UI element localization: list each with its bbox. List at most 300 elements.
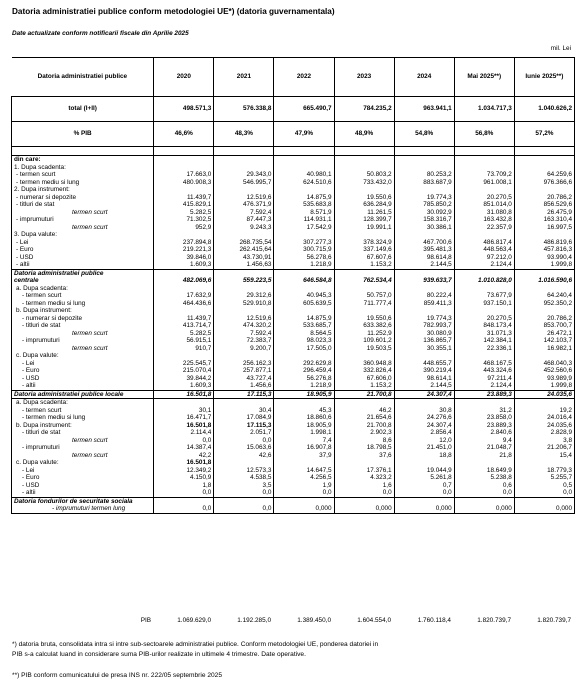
- row-value: 467.700,6: [394, 239, 454, 247]
- row-value: 464.436,6: [154, 300, 214, 308]
- row-value: [454, 156, 514, 164]
- row-value: 1.016.590,6: [514, 277, 574, 285]
- row-label: - imprumuturi: [12, 216, 154, 224]
- row-value: [394, 459, 454, 467]
- row-value: 1.218,9: [274, 261, 334, 269]
- row-value: 883.687,9: [394, 179, 454, 187]
- row-value: 16.501,8: [154, 459, 214, 467]
- row-label: - imprumuturi: [12, 444, 154, 452]
- table-row: [12, 375, 575, 383]
- row-label: - termen scurt: [12, 292, 154, 300]
- row-value: 26.472,1: [514, 330, 574, 338]
- row-label: termen scurt: [12, 345, 154, 353]
- row-label: termen scurt: [12, 452, 154, 460]
- row-value: 50.757,0: [334, 292, 394, 300]
- row-value: 16.501,8: [154, 422, 214, 430]
- row-value: 16.501,8: [154, 390, 214, 399]
- row-value: 219.221,3: [154, 246, 214, 254]
- row-value: 636.284,9: [334, 201, 394, 209]
- table-row: [12, 285, 575, 293]
- row-label: - altii: [12, 489, 154, 497]
- row-value: 853.700,7: [514, 322, 574, 330]
- row-value: 8.571,9: [274, 209, 334, 217]
- row-value: 633.382,6: [334, 322, 394, 330]
- footnotes: [12, 640, 572, 660]
- row-value: 43.730,91: [214, 254, 274, 262]
- row-value: 9,4: [454, 437, 514, 445]
- row-value: 17.115,3: [214, 422, 274, 430]
- row-value: [454, 399, 514, 407]
- table-row: [12, 489, 575, 497]
- row-value: 7.592,4: [214, 209, 274, 217]
- row-value: 19,2: [514, 407, 574, 415]
- total-value: 498.571,3: [154, 97, 214, 122]
- row-value: 20.786,2: [514, 194, 574, 202]
- row-value: [334, 307, 394, 315]
- row-value: 4.256,5: [274, 474, 334, 482]
- row-value: 73.677,9: [454, 292, 514, 300]
- row-value: 1.609,3: [154, 382, 214, 390]
- spacer-row: [12, 147, 575, 156]
- row-value: [214, 231, 274, 239]
- row-value: 268.735,54: [214, 239, 274, 247]
- row-value: [214, 269, 274, 277]
- row-value: 1.456,63: [214, 261, 274, 269]
- table-row: [12, 467, 575, 475]
- row-value: 415.829,1: [154, 201, 214, 209]
- row-value: 158.316,7: [394, 216, 454, 224]
- header-year: 2021: [214, 58, 274, 97]
- row-value: 15.063,6: [214, 444, 274, 452]
- row-value: 24.035,6: [514, 390, 574, 399]
- row-value: [514, 399, 574, 407]
- table-row: [12, 322, 575, 330]
- row-value: 20.270,5: [454, 194, 514, 202]
- row-label: - titluri de stat: [12, 201, 154, 209]
- row-value: 468.167,5: [454, 360, 514, 368]
- total-value: 963.941,1: [394, 97, 454, 122]
- row-value: [454, 231, 514, 239]
- row-value: [214, 497, 274, 505]
- table-row: [12, 307, 575, 315]
- row-value: 80.253,2: [394, 171, 454, 179]
- table-row: [12, 452, 575, 460]
- row-label: termen scurt: [12, 224, 154, 232]
- row-value: [514, 497, 574, 505]
- row-value: 0,7: [394, 482, 454, 490]
- row-value: 11.439,7: [154, 194, 214, 202]
- table-row: [12, 179, 575, 187]
- row-value: 452.560,6: [514, 367, 574, 375]
- row-value: [154, 231, 214, 239]
- row-value: 15,4: [514, 452, 574, 460]
- row-value: 18,8: [394, 452, 454, 460]
- row-value: 8,6: [334, 437, 394, 445]
- table-row: [12, 497, 575, 505]
- row-value: 16.471,7: [154, 414, 214, 422]
- row-value: 0,000: [274, 505, 334, 513]
- row-value: 21.700,8: [334, 390, 394, 399]
- row-label: - Euro: [12, 474, 154, 482]
- row-value: 559.223,5: [214, 277, 274, 285]
- row-value: 529.910,8: [214, 300, 274, 308]
- row-value: 413.714,7: [154, 322, 214, 330]
- row-value: 4.538,5: [214, 474, 274, 482]
- row-value: 0,000: [394, 505, 454, 513]
- row-value: 0,000: [514, 505, 574, 513]
- row-value: 2.114,4: [154, 429, 214, 437]
- pib-percent-value: 56,8%: [454, 122, 514, 147]
- row-value: 98.614,8: [394, 254, 454, 262]
- row-value: [394, 285, 454, 293]
- row-value: 12.519,6: [214, 315, 274, 323]
- row-value: 9.200,7: [214, 345, 274, 353]
- row-value: 711.777,4: [334, 300, 394, 308]
- row-value: [454, 269, 514, 277]
- row-value: [514, 186, 574, 194]
- row-label: Datoria administratiei publice locale: [12, 390, 154, 399]
- row-value: 16.907,8: [274, 444, 334, 452]
- row-value: [214, 307, 274, 315]
- row-value: 39.844,2: [154, 375, 214, 383]
- row-value: 17.376,1: [334, 467, 394, 475]
- page-title: Datoria administratiei publice conform metodologiei UE*) (datoria guvernamentala): [12, 7, 335, 16]
- row-value: [394, 269, 454, 277]
- row-value: 11.252,9: [334, 330, 394, 338]
- row-value: 1.998,1: [274, 429, 334, 437]
- pib-value: 1.820.739,7: [477, 617, 511, 624]
- row-value: 26.475,9: [514, 209, 574, 217]
- row-value: [454, 352, 514, 360]
- row-value: 292.629,8: [274, 360, 334, 368]
- row-value: 4.323,2: [334, 474, 394, 482]
- row-value: 18.649,9: [454, 467, 514, 475]
- row-value: 19.503,5: [334, 345, 394, 353]
- row-value: 5.261,8: [394, 474, 454, 482]
- row-value: 14.387,4: [154, 444, 214, 452]
- row-value: 14.875,9: [274, 315, 334, 323]
- row-value: [394, 156, 454, 164]
- total-value: 784.235,2: [334, 97, 394, 122]
- row-value: 24.276,6: [394, 414, 454, 422]
- row-value: 43.727,4: [214, 375, 274, 383]
- row-value: 257.877,1: [214, 367, 274, 375]
- row-value: 46,2: [334, 407, 394, 415]
- row-value: 952,9: [154, 224, 214, 232]
- row-value: [454, 307, 514, 315]
- table-row: [12, 482, 575, 490]
- row-value: 19.550,6: [334, 194, 394, 202]
- row-value: 67.606,0: [334, 375, 394, 383]
- row-value: 12,0: [394, 437, 454, 445]
- row-label: - USD: [12, 375, 154, 383]
- row-value: 0,0: [274, 489, 334, 497]
- table-row: [12, 422, 575, 430]
- header-year: 2022: [274, 58, 334, 97]
- row-label: c. Dupa valute:: [12, 459, 154, 467]
- row-value: 2.144,5: [394, 382, 454, 390]
- row-label: 1. Dupa scadenta:: [12, 164, 154, 172]
- row-value: [334, 399, 394, 407]
- header-year: Iunie 2025**): [514, 58, 574, 97]
- row-value: 1,6: [334, 482, 394, 490]
- row-value: [514, 285, 574, 293]
- footnote-1-line-2: PIB s-a calculat luand in considerare suma PIB-urilor realizate in ultimele 4 trimestre. Date operative.: [12, 651, 306, 658]
- row-value: [454, 164, 514, 172]
- row-value: [154, 164, 214, 172]
- row-value: [514, 164, 574, 172]
- row-value: 2.828,9: [514, 429, 574, 437]
- row-value: 8.564,5: [274, 330, 334, 338]
- row-value: 72.383,7: [214, 337, 274, 345]
- row-value: 30,4: [214, 407, 274, 415]
- page-subtitle: Date actualizate conform notificarii fiscale din Aprilie 2025: [12, 30, 189, 37]
- row-value: 80.222,4: [394, 292, 454, 300]
- row-value: [454, 186, 514, 194]
- table-row: [12, 216, 575, 224]
- row-value: [214, 285, 274, 293]
- table-row: [12, 246, 575, 254]
- table-row: [12, 164, 575, 172]
- row-value: [154, 269, 214, 277]
- row-value: 0,0: [214, 505, 274, 513]
- row-label: - numerar si depozite: [12, 315, 154, 323]
- table-row: [12, 399, 575, 407]
- row-value: 31.080,8: [454, 209, 514, 217]
- row-value: [334, 352, 394, 360]
- row-value: [334, 459, 394, 467]
- row-value: 163.432,8: [454, 216, 514, 224]
- row-value: 733.432,0: [334, 179, 394, 187]
- row-value: 856.529,6: [514, 201, 574, 209]
- row-value: 262.415,64: [214, 246, 274, 254]
- row-value: [454, 459, 514, 467]
- row-value: [154, 307, 214, 315]
- row-value: 19.991,1: [334, 224, 394, 232]
- row-value: 3,5: [214, 482, 274, 490]
- row-value: 21.654,6: [334, 414, 394, 422]
- row-label: - Lei: [12, 360, 154, 368]
- row-value: 97.211,4: [454, 375, 514, 383]
- row-value: 378.324,9: [334, 239, 394, 247]
- total-value: 576.338,8: [214, 97, 274, 122]
- table-row: [12, 186, 575, 194]
- row-value: [214, 352, 274, 360]
- row-value: 952.350,2: [514, 300, 574, 308]
- table-row: [12, 474, 575, 482]
- row-value: 29.312,6: [214, 292, 274, 300]
- header-year: 2020: [154, 58, 214, 97]
- pib-value: 1.760.118,4: [417, 617, 451, 624]
- row-value: 360.948,8: [334, 360, 394, 368]
- row-value: 0,0: [334, 489, 394, 497]
- row-value: 482.069,6: [154, 277, 214, 285]
- table-row: [12, 360, 575, 368]
- row-value: [214, 186, 274, 194]
- total-row: [12, 97, 575, 122]
- row-value: 18.779,3: [514, 467, 574, 475]
- row-value: 21.700,8: [334, 422, 394, 430]
- row-value: [334, 231, 394, 239]
- row-value: 1.456,6: [214, 382, 274, 390]
- total-value: 665.490,7: [274, 97, 334, 122]
- row-value: 14.647,5: [274, 467, 334, 475]
- row-value: 98.023,3: [274, 337, 334, 345]
- row-value: 976.366,6: [514, 179, 574, 187]
- table-row: [12, 330, 575, 338]
- row-label: - termen scurt: [12, 171, 154, 179]
- row-value: 5.255,7: [514, 474, 574, 482]
- row-value: [394, 164, 454, 172]
- pib-percent-value: 57,2%: [514, 122, 574, 147]
- row-value: 337.149,6: [334, 246, 394, 254]
- row-value: [274, 459, 334, 467]
- row-value: 646.584,8: [274, 277, 334, 285]
- row-label: - termen mediu si lung: [12, 414, 154, 422]
- row-value: 2.856,4: [394, 429, 454, 437]
- row-value: 486.817,4: [454, 239, 514, 247]
- row-value: 30.092,9: [394, 209, 454, 217]
- row-value: [334, 156, 394, 164]
- row-value: 937.150,1: [454, 300, 514, 308]
- row-value: 1.218,9: [274, 382, 334, 390]
- row-value: 307.277,3: [274, 239, 334, 247]
- row-value: 215.070,4: [154, 367, 214, 375]
- row-value: 23.889,3: [454, 422, 514, 430]
- row-label: Datoria fondurilor de securitate sociala: [12, 497, 154, 505]
- row-value: 142.384,1: [454, 337, 514, 345]
- row-value: 448.563,4: [454, 246, 514, 254]
- pib-percent-value: 46,6%: [154, 122, 214, 147]
- pib-value: 1.192.285,0: [237, 617, 271, 624]
- table-row: [12, 437, 575, 445]
- row-value: 56.278,6: [274, 254, 334, 262]
- row-value: 87.447,3: [214, 216, 274, 224]
- row-value: 0,0: [394, 489, 454, 497]
- row-value: 18.905,9: [274, 422, 334, 430]
- table-row: [12, 254, 575, 262]
- row-value: 605.639,5: [274, 300, 334, 308]
- row-value: 56.276,8: [274, 375, 334, 383]
- row-value: [274, 269, 334, 277]
- row-value: 256.162,3: [214, 360, 274, 368]
- row-value: 19.774,3: [394, 194, 454, 202]
- row-value: [334, 269, 394, 277]
- row-value: [454, 285, 514, 293]
- row-value: [394, 399, 454, 407]
- pib-percent-value: 48,9%: [334, 122, 394, 147]
- row-label: a. Dupa scadenta:: [12, 285, 154, 293]
- row-value: 785.850,2: [394, 201, 454, 209]
- row-value: 23.889,3: [454, 390, 514, 399]
- row-value: 17.505,0: [274, 345, 334, 353]
- table-row: [12, 407, 575, 415]
- row-value: [154, 156, 214, 164]
- row-value: 535.683,8: [274, 201, 334, 209]
- row-label: 3. Dupa valute:: [12, 231, 154, 239]
- table-row: [12, 300, 575, 308]
- row-value: 30.080,9: [394, 330, 454, 338]
- row-value: 2.840,6: [454, 429, 514, 437]
- row-value: 395.481,3: [394, 246, 454, 254]
- row-value: 24.035,6: [514, 422, 574, 430]
- row-value: [274, 186, 334, 194]
- row-value: [514, 269, 574, 277]
- table-row: [12, 337, 575, 345]
- row-value: 17.632,9: [154, 292, 214, 300]
- row-value: 2.902,3: [334, 429, 394, 437]
- header-year: 2024: [394, 58, 454, 97]
- pib-percent-value: 48,3%: [214, 122, 274, 147]
- row-value: 21.206,7: [514, 444, 574, 452]
- row-value: 300.715,9: [274, 246, 334, 254]
- row-label: - termen scurt: [12, 407, 154, 415]
- row-value: [154, 399, 214, 407]
- row-value: 5.282,5: [154, 330, 214, 338]
- row-value: 21.048,7: [454, 444, 514, 452]
- row-value: 30,1: [154, 407, 214, 415]
- row-label: b. Dupa instrument:: [12, 307, 154, 315]
- row-value: 5.238,8: [454, 474, 514, 482]
- row-value: 136.865,7: [394, 337, 454, 345]
- table-row: [12, 352, 575, 360]
- row-value: 0,0: [154, 437, 214, 445]
- row-value: 848.173,4: [454, 322, 514, 330]
- row-label: - termen mediu si lung: [12, 179, 154, 187]
- row-value: 98.614,1: [394, 375, 454, 383]
- header-label: Datoria administratiei publice: [12, 58, 154, 97]
- row-value: 42,2: [154, 452, 214, 460]
- row-value: 390.219,4: [394, 367, 454, 375]
- row-value: 31.071,3: [454, 330, 514, 338]
- row-value: 476.371,9: [214, 201, 274, 209]
- row-value: 71.302,5: [154, 216, 214, 224]
- row-value: 0,0: [214, 437, 274, 445]
- row-value: 30.355,1: [394, 345, 454, 353]
- row-value: 3,8: [514, 437, 574, 445]
- table-row: [12, 261, 575, 269]
- row-value: [214, 156, 274, 164]
- row-value: 480.908,3: [154, 179, 214, 187]
- row-value: [334, 186, 394, 194]
- row-value: 19.550,6: [334, 315, 394, 323]
- row-label: - titluri de stat: [12, 322, 154, 330]
- row-value: 128.399,7: [334, 216, 394, 224]
- total-value: 1.040.626,2: [514, 97, 574, 122]
- row-value: 18.860,6: [274, 414, 334, 422]
- table-row: [12, 414, 575, 422]
- row-value: 7.592,4: [214, 330, 274, 338]
- header-year: 2023: [334, 58, 394, 97]
- row-value: 14.875,9: [274, 194, 334, 202]
- row-value: [394, 186, 454, 194]
- table-row: [12, 382, 575, 390]
- row-value: 42,6: [214, 452, 274, 460]
- row-label: - USD: [12, 482, 154, 490]
- row-value: 762.534,4: [334, 277, 394, 285]
- row-value: 0,0: [514, 489, 574, 497]
- row-value: 16.982,1: [514, 345, 574, 353]
- table-row: [12, 201, 575, 209]
- row-label: termen scurt: [12, 330, 154, 338]
- row-value: 19.044,9: [394, 467, 454, 475]
- row-value: 457.816,3: [514, 246, 574, 254]
- pib-percent-row: [12, 122, 575, 147]
- row-label: a. Dupa scadenta:: [12, 399, 154, 407]
- row-value: 961.008,1: [454, 179, 514, 187]
- row-value: 11.439,7: [154, 315, 214, 323]
- row-label: b. Dupa instrument:: [12, 422, 154, 430]
